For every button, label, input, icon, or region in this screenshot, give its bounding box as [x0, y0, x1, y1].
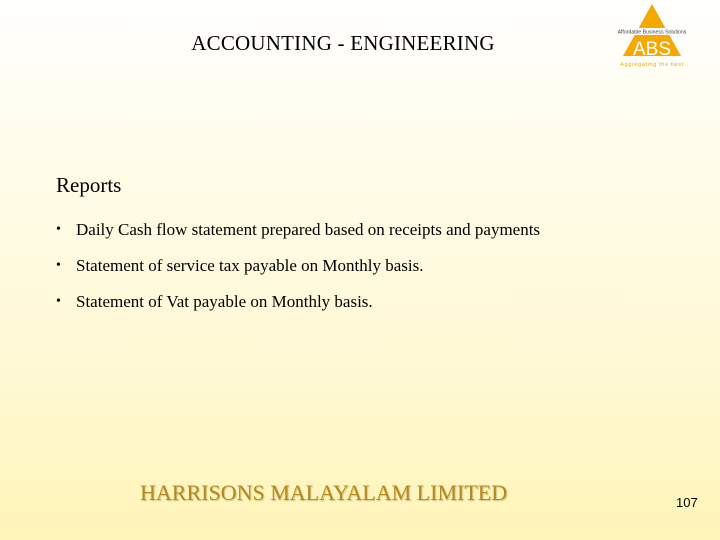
logo-top-text: Affordable Business Solutions: [617, 29, 687, 36]
logo-tagline: Aggregating the best: [620, 62, 684, 68]
page-number: 107: [676, 495, 698, 510]
bullet-item: [56, 248, 540, 284]
bullet-item: [56, 212, 540, 248]
slide-title: ACCOUNTING - ENGINEERING: [191, 31, 495, 55]
bullet-list: [56, 212, 540, 320]
bullet-text: Daily Cash flow statement prepared based on receipts and payments: [76, 220, 541, 239]
bullet-item: [56, 284, 540, 320]
bullet-text: Statement of Vat payable on Monthly basis.: [76, 292, 373, 311]
bullet-dot-icon: •: [56, 294, 61, 309]
bullet-dot-icon: •: [56, 222, 61, 237]
section-heading: Reports: [56, 173, 122, 197]
logo-letters: ABS: [632, 39, 672, 60]
bullet-dot-icon: •: [56, 258, 61, 273]
bullet-text: Statement of service tax payable on Monthly basis.: [76, 256, 424, 275]
footer-company-name: HARRISONS MALAYALAM LIMITED: [140, 480, 508, 505]
abs-logo: [608, 2, 696, 70]
